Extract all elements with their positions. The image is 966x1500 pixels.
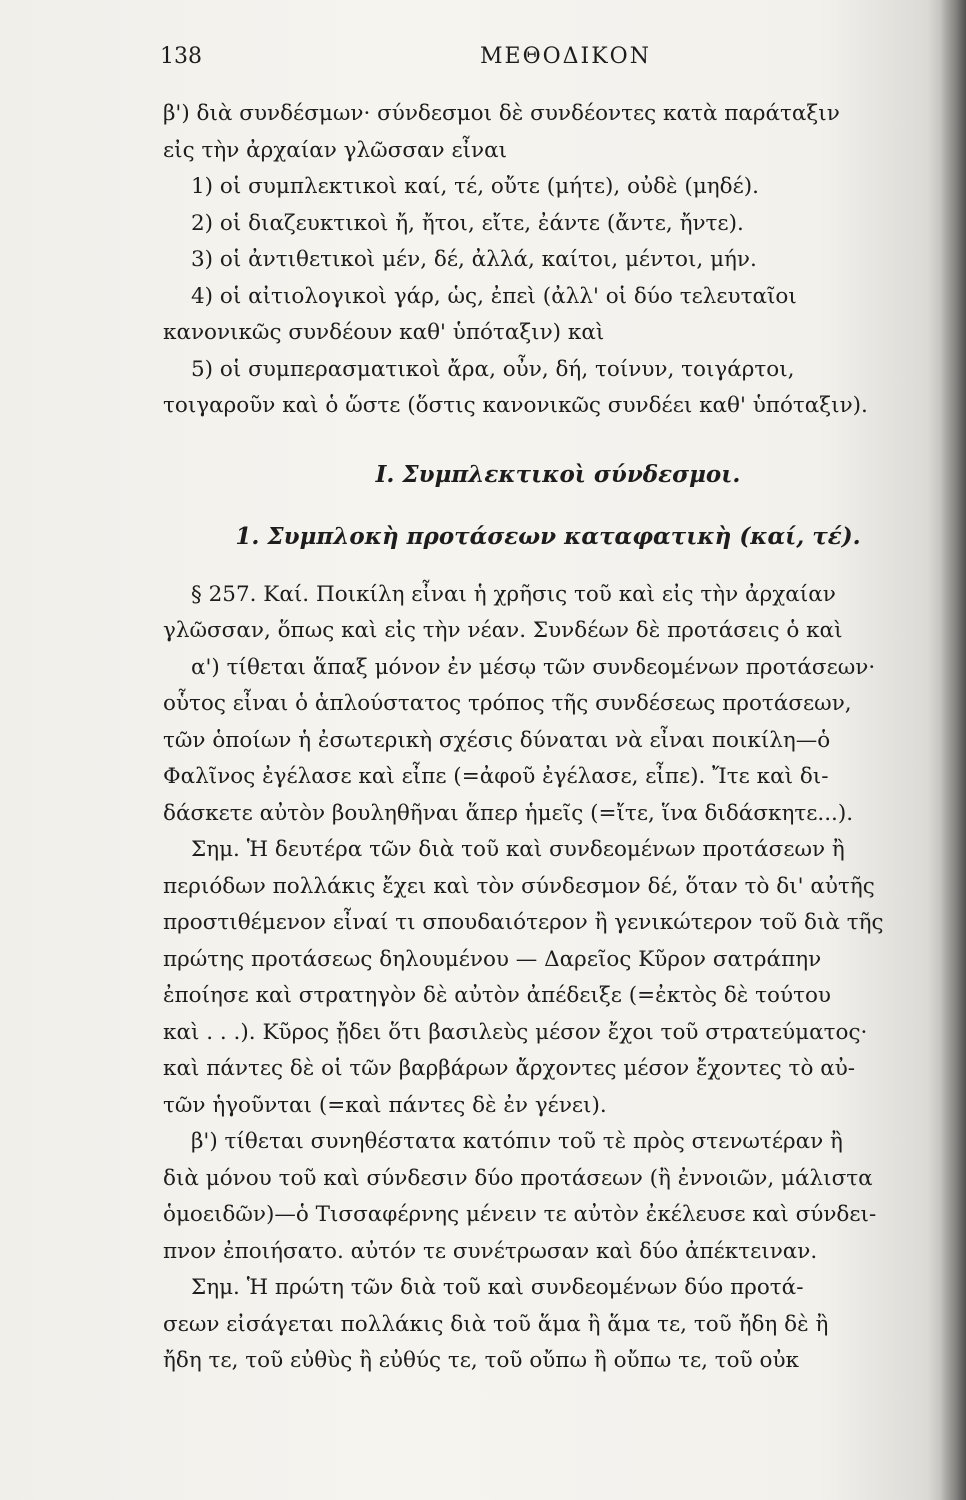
paragraph-line: δάσκετε αὐτὸν βουληθῆναι ἅπερ ἡμεῖς (=ἴτε, ἵνα διδάσκητε...).	[163, 800, 854, 826]
paragraph-line: γλῶσσαν, ὅπως καὶ εἰς τὴν νέαν. Συνδέων δὲ προτάσεις ὁ καὶ	[163, 618, 843, 643]
text-line: β') διὰ συνδέσμων· σύνδεσμοι δὲ συνδέοντες κατὰ παράταξιν	[163, 101, 840, 126]
list-item: 4) οἱ αἰτιολογικοὶ γάρ, ὡς, ἐπεὶ (ἀλλ' οἱ δύο τελευταῖοι	[191, 283, 797, 309]
paragraph-line: § 257. Καί. Ποικίλη εἶναι ἡ χρῆσις τοῦ καὶ εἰς τὴν ἀρχαίαν	[191, 581, 836, 607]
page-text	[163, 96, 933, 1380]
page-edge-shadow	[940, 0, 966, 1500]
paragraph-line: διὰ μόνου τοῦ καὶ σύνδεσιν δύο προτάσεων (ἢ ἐννοιῶν, μάλιστα	[163, 1165, 873, 1191]
paragraph-line: ὁμοειδῶν)—ὁ Τισσαφέρνης μένειν τε αὐτὸν ἐκέλευσε καὶ σύνδει-	[163, 1202, 877, 1227]
list-item: 1) οἱ συμπλεκτικοὶ καί, τέ, οὔτε (μήτε), οὐδὲ (μηδέ).	[191, 174, 759, 199]
paragraph-line: οὗτος εἶναι ὁ ἁπλούστατος τρόπος τῆς συνδέσεως προτάσεων,	[163, 691, 852, 716]
note-line: καὶ . . .). Κῦρος ᾔδει ὅτι βασιλεὺς μέσον ἔχοι τοῦ στρατεύματος·	[163, 1019, 868, 1045]
list-item: 2) οἱ διαζευκτικοὶ ἤ, ἤτοι, εἴτε, ἐάντε (ἄντε, ἤντε).	[191, 210, 744, 236]
spacer	[163, 497, 933, 515]
text-line: κανονικῶς συνδέουν καθ' ὑπόταξιν) καὶ	[163, 320, 605, 345]
text-line: εἰς τὴν ἀρχαίαν γλῶσσαν εἶναι	[163, 137, 508, 163]
list-item: 3) οἱ ἀντιθετικοὶ μέν, δέ, ἀλλά, καίτοι, μέντοι, μήν.	[191, 247, 757, 272]
spacer	[163, 559, 933, 577]
paragraph-line: α') τίθεται ἅπαξ μόνον ἐν μέσῳ τῶν συνδεομένων προτάσεων·	[191, 654, 876, 680]
note-line: πρώτης προτάσεως δηλουμένου — Δαρεῖος Κῦρον σατράπην	[163, 946, 822, 972]
note-line: τῶν ἡγοῦνται (=καὶ πάντες δὲ ἐν γένει).	[163, 1092, 607, 1118]
note-line: Σημ. Ἡ πρώτη τῶν διὰ τοῦ καὶ συνδεομένων δύο προτά-	[191, 1275, 804, 1300]
paragraph-line: πνον ἐποιήσατο. αὐτόν τε συνέτρωσαν καὶ δύο ἀπέκτειναν.	[163, 1238, 818, 1264]
running-head: ΜΕΘΟΔΙΚΟΝ	[480, 44, 651, 69]
paragraph-line: Φαλῖνος ἐγέλασε καὶ εἶπε (=ἀφοῦ ἐγέλασε, εἶπε). Ἴτε καὶ δι-	[163, 764, 829, 789]
page-header	[160, 40, 920, 76]
paragraph-line: τῶν ὁποίων ἡ ἐσωτερικὴ σχέσις δύναται νὰ εἶναι ποικίλη—ὁ	[163, 727, 831, 753]
page-number: 138	[160, 44, 202, 69]
note-line: σεων εἰσάγεται πολλάκις διὰ τοῦ ἅμα ἢ ἅμα τε, τοῦ ἤδη δὲ ἢ	[163, 1311, 829, 1337]
text-line: τοιγαροῦν καὶ ὁ ὥστε (ὅστις κανονικῶς συνδέει καθ' ὑπόταξιν).	[163, 393, 868, 418]
section-heading: Ι. Συμπλεκτικοὶ σύνδεσμοι.	[375, 460, 741, 488]
note-line: προστιθέμενον εἶναί τι σπουδαιότερον ἢ γενικώτερον τοῦ διὰ τῆς	[163, 910, 884, 935]
note-line: καὶ πάντες δὲ οἱ τῶν βαρβάρων ἄρχοντες μέσον ἔχοντες τὸ αὐ-	[163, 1056, 856, 1081]
paragraph-line: β') τίθεται συνηθέστατα κατόπιν τοῦ τὲ πρὸς στενωτέραν ἢ	[191, 1129, 843, 1154]
note-line: ἤδη τε, τοῦ εὐθὺς ἢ εὐθύς τε, τοῦ οὔπω ἢ οὔπω τε, τοῦ οὐκ	[163, 1348, 799, 1373]
note-line: Σημ. Ἡ δευτέρα τῶν διὰ τοῦ καὶ συνδεομένων προτάσεων ἢ	[191, 837, 845, 862]
note-line: ἐποίησε καὶ στρατηγὸν δὲ αὐτὸν ἀπέδειξε (=ἐκτὸς δὲ τούτου	[163, 983, 831, 1008]
note-line: περιόδων πολλάκις ἔχει καὶ τὸν σύνδεσμον δέ, ὅταν τὸ δι' αὐτῆς	[163, 873, 875, 899]
subsection-heading: 1. Συμπλοκὴ προτάσεων καταφατικὴ (καί, τέ).	[235, 522, 861, 550]
spacer	[163, 425, 933, 453]
list-item: 5) οἱ συμπερασματικοὶ ἄρα, οὖν, δή, τοίνυν, τοιγάρτοι,	[191, 356, 795, 382]
